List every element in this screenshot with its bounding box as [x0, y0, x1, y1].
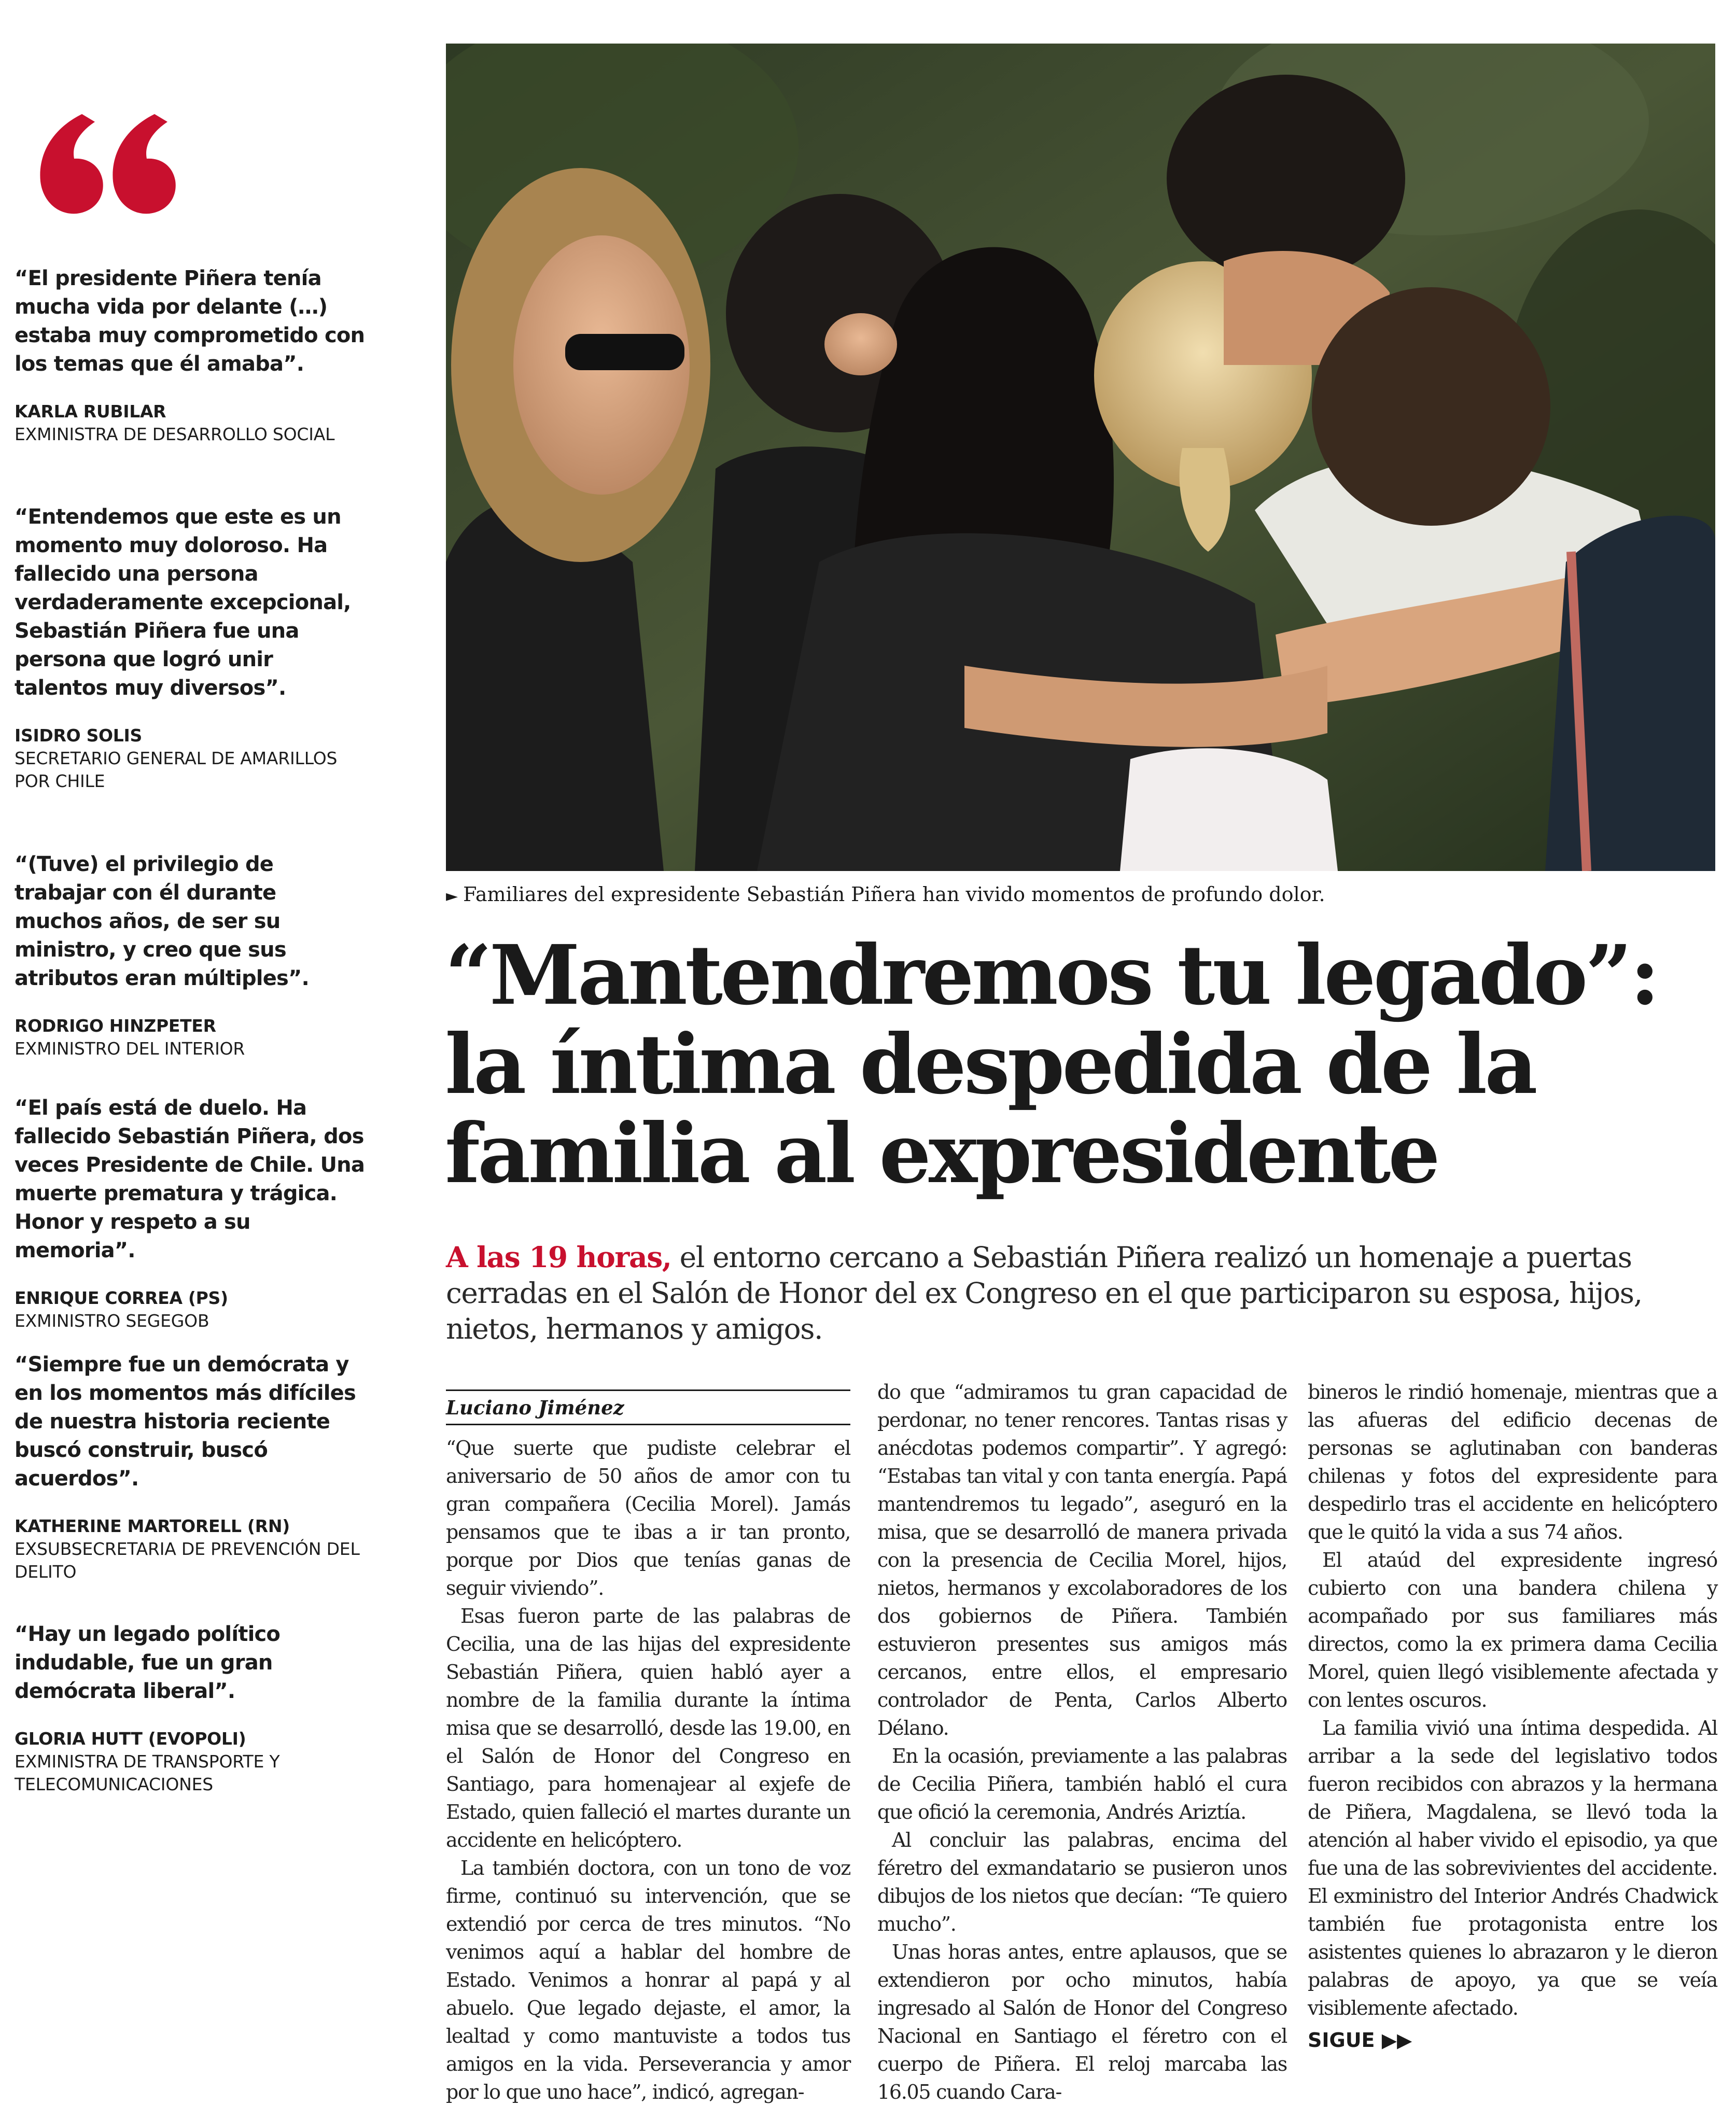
body-paragraph: do que “admiramos tu gran capacidad de perdonar, no tener rencores. Tantas risas y anécdotas podemos compartir”. Y agregó: “Estabas tan vital y con tanta energía. Papá mantendremos tu legado”, aseguró en la misa, que se desarrolló de manera privada con la presencia de Cecilia Morel, hijos, nietos, hermanos y excolaboradores de los dos gobiernos de Piñera. También estuvieron presentes sus amigos más cercanos, entre ellos, el empresario controlador de Penta, Carlos Alberto Délano.: [877, 1381, 1287, 1739]
quote-block: [15, 503, 367, 793]
quote-text: “Hay un legado político indudable, fue un gran demócrata liberal”.: [15, 1622, 281, 1703]
body-column-2: [877, 1378, 1287, 2106]
headline: “Mantendremos tu legado”: la íntima despedida de la familia al expresidente: [445, 928, 1658, 1202]
caption-text: Familiares del expresidente Sebastián Piñera han vivido momentos de profundo dolor.: [463, 883, 1325, 906]
quote-author-role: SECRETARIO GENERAL DE AMARILLOS POR CHILE: [15, 748, 338, 791]
quote-text: “(Tuve) el privilegio de trabajar con él durante muchos años, de ser su ministro, y creo que sus atributos eran múltiples”.: [15, 852, 309, 990]
quote-block: [15, 1094, 367, 1332]
quote-text: “Entendemos que este es un momento muy doloroso. Ha fallecido una persona verdaderamente excepcional, Sebastián Piñera fue una persona que logró unir talentos muy diversos”.: [15, 505, 351, 700]
article-lead: [446, 1239, 1715, 1347]
body-paragraph: Unas horas antes, entre aplausos, que se extendieron por ocho minutos, había ingresado al Salón de Honor del Congreso Nacional en Santiago el féretro con el cuerpo de Piñera. El reloj marcaba las 16.05 cuando Cara-: [877, 1941, 1287, 2103]
quote-author: RODRIGO HINZPETER: [15, 1016, 216, 1036]
body-column-1: [446, 1434, 850, 2106]
body-paragraph: bineros le rindió homenaje, mientras que a las afueras del edificio decenas de personas se aglutinaban con banderas chilenas y fotos del expresidente para despedirlo tras el accidente en helicóptero que le quitó la vida a sus 74 años.: [1308, 1381, 1717, 1543]
quote-author: KATHERINE MARTORELL (RN): [15, 1516, 290, 1536]
quote-author-role: EXMINISTRO DEL INTERIOR: [15, 1038, 245, 1059]
news-photo: [446, 44, 1715, 871]
quote-author: KARLA RUBILAR: [15, 401, 166, 422]
photo-caption: [446, 881, 1715, 909]
body-paragraph: La familia vivió una íntima despedida. Al arribar a la sede del legislativo todos fueron recibidos con abrazos y la hermana de Piñera, Magdalena, se llevó toda la atención al haber vivido el episodio, ya que fue una de las sobrevivientes del accidente. El exministro del Interior Andrés Chadwick también fue protagonista entre los asistentes quienes lo abrazaron y le dieron palabras de apoyo, ya que se veía visiblemente afectado.: [1308, 1717, 1717, 2019]
quote-author-role: EXMINISTRO SEGEGOB: [15, 1311, 209, 1331]
byline-rule: [446, 1389, 850, 1391]
quote-text: “El país está de duelo. Ha fallecido Sebastián Piñera, dos veces Presidente de Chile. Una muerte prematura y trágica. Honor y respeto a su memoria”.: [15, 1096, 365, 1262]
quote-author-role: EXMINISTRA DE TRANSPORTE Y TELECOMUNICACIONES: [15, 1751, 280, 1794]
byline: Luciano Jiménez: [446, 1396, 624, 1419]
body-paragraph: “Que suerte que pudiste celebrar el aniversario de 50 años de amor con tu gran compañera (Cecilia Morel). Jamás pensamos que te ibas a ir tan pronto, porque por Dios que tenías ganas de seguir viviendo”.: [446, 1437, 850, 1599]
lead-accent: A las 19 horas,: [446, 1240, 671, 1274]
quote-author: ISIDRO SOLIS: [15, 725, 142, 746]
body-paragraph: La también doctora, con un tono de voz firme, continuó su intervención, que se extendió por cerca de tres minutos. “No venimos aquí a hablar del hombre de Estado. Venimos a honrar al papá y al abuelo. Que legado dejaste, el amor, la lealtad y como mantuviste a todos tus amigos en la vida. Perseverancia y amor por lo que uno hace”, indicó, agregan-: [446, 1857, 850, 2103]
body-paragraph: En la ocasión, previamente a las palabras de Cecilia Piñera, también habló el cura que ofició la ceremonia, Andrés Ariztía.: [877, 1745, 1287, 1823]
lead-text: el entorno cercano a Sebastián Piñera realizó un homenaje a puertas cerradas en el Salón de Honor del ex Congreso en el que participaron su esposa, hijos, nietos, hermanos y amigos.: [446, 1241, 1642, 1345]
quote-author-role: EXMINISTRA DE DESARROLLO SOCIAL: [15, 424, 335, 444]
body-column-3: [1308, 1378, 1717, 2054]
quote-text: “El presidente Piñera tenía mucha vida por delante (…) estaba muy comprometido con los temas que él amaba”.: [15, 266, 365, 376]
quote-block: [15, 1620, 367, 1796]
quote-block: [15, 264, 367, 446]
quote-text: “Siempre fue un demócrata y en los momentos más difíciles de nuestra historia reciente buscó construir, buscó acuerdos”.: [15, 1353, 356, 1491]
quote-block: [15, 1351, 367, 1583]
byline-rule: [446, 1424, 850, 1425]
caption-arrow-icon: ►: [446, 887, 458, 905]
family-embrace-photo: [446, 44, 1715, 871]
continue-link[interactable]: SIGUE ▶▶: [1308, 2029, 1412, 2052]
body-paragraph: El ataúd del expresidente ingresó cubierto con una bandera chilena y acompañado por sus familiares más directos, como la ex primera dama Cecilia Morel, quien llegó visiblemente afectada y con lentes oscuros.: [1308, 1549, 1717, 1711]
open-quote-icon: [30, 93, 186, 223]
body-paragraph: Esas fueron parte de las palabras de Cecilia, una de las hijas del expresidente Sebastián Piñera, quien habló ayer a nombre de la familia durante la íntima misa que se desarrolló, desde las 19.00, en el Salón de Honor del Congreso en Santiago, para homenajear al exjefe de Estado, quien falleció el martes durante un accidente en helicóptero.: [446, 1605, 850, 1851]
quote-author: ENRIQUE CORREA (PS): [15, 1288, 228, 1308]
quote-author-role: EXSUBSECRETARIA DE PREVENCIÓN DEL DELITO: [15, 1539, 360, 1582]
quote-block: [15, 850, 367, 1060]
body-paragraph: Al concluir las palabras, encima del féretro del exmandatario se pusieron unos dibujos de los nietos que decían: “Te quiero mucho”.: [877, 1829, 1287, 1935]
quote-author: GLORIA HUTT (EVOPOLI): [15, 1729, 246, 1749]
